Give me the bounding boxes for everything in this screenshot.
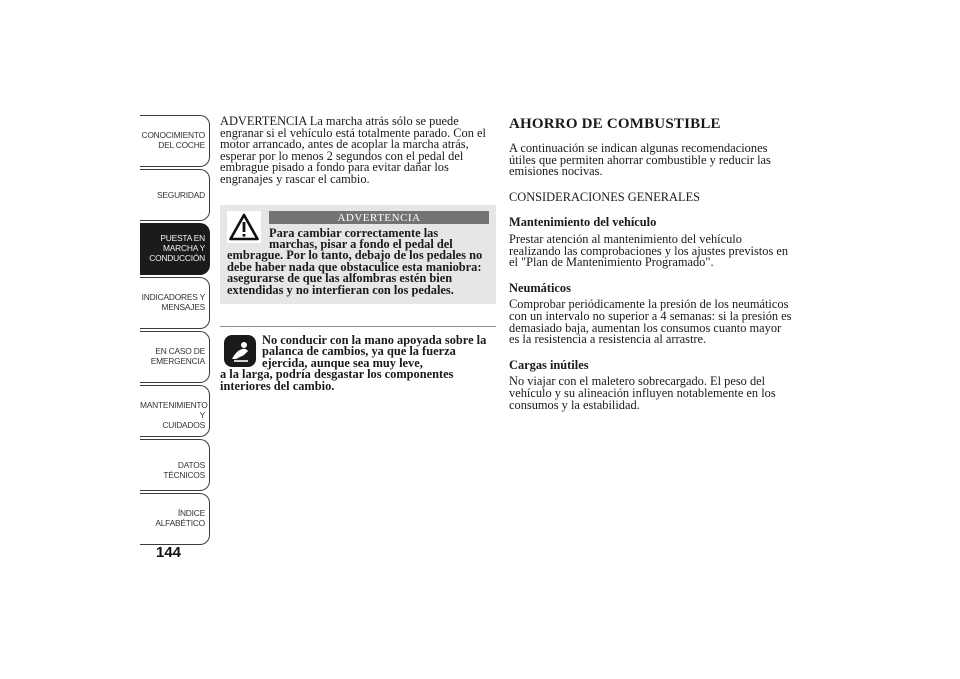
warning-text-rest: embrague. Por lo tanto, debajo de los pedales no debe haber nada que obstaculice esta maniobra: asegurarse de que las alfombras estén bien extendidas y no interfieran con los pedales. [227, 248, 483, 297]
warning-text-first: Para cambiar correctamente las marchas, pisar a fondo el pedal del [269, 225, 453, 251]
note-text-first: No conducir con la mano apoyada sobre la palanca de cambios, ya que la fuerza ejercida, aunque sea muy leve, [262, 333, 487, 370]
tab-datos-tecnicos[interactable]: DATOS TÉCNICOS [140, 439, 210, 491]
tab-conocimiento-del-coche[interactable]: CONOCIMIENTO DEL COCHE [140, 115, 210, 167]
right-column [509, 116, 794, 425]
page-number: 144 [156, 544, 182, 561]
paragraph-cargas: No viajar con el maletero sobrecargado. El peso del vehículo y su alineación influyen notablemente en los consumos y la estabilidad. [509, 374, 776, 412]
subheading-mantenimiento: Mantenimiento del vehículo [509, 215, 657, 230]
paragraph-mantenimiento: Prestar atención al mantenimiento del vehículo realizando las comprobaciones y los ajustes previstos en el "Plan de Mantenimiento Programado". [509, 231, 789, 270]
chapter-tabs [140, 115, 210, 547]
warning-box [220, 205, 496, 304]
considerations-heading: CONSIDERACIONES GENERALES [509, 189, 701, 204]
note-text [220, 335, 496, 392]
subheading-neumaticos: Neumáticos [509, 280, 571, 295]
section-title: AHORRO DE COMBUSTIBLE [509, 116, 721, 132]
hand-on-gear-lever-icon [224, 335, 256, 367]
tab-indice-alfabetico[interactable]: ÍNDICE ALFABÉTICO [140, 493, 210, 545]
note-text-rest: a la larga, podría desgastar los componentes interiores del cambio. [220, 367, 454, 393]
intro-paragraph: A continuación se indican algunas recomendaciones útiles que permiten ahorrar combustible y reducir las emisiones nocivas. [509, 141, 771, 179]
gear-lever-note [220, 326, 496, 392]
warning-title: ADVERTENCIA [269, 211, 489, 224]
warning-text [227, 225, 489, 297]
tab-puesta-en-marcha[interactable]: PUESTA EN MARCHA Y CONDUCCIÓN [140, 223, 210, 275]
tab-seguridad[interactable]: SEGURIDAD [140, 169, 210, 221]
tab-indicadores-y-mensajes[interactable]: INDICADORES Y MENSAJES [140, 277, 210, 329]
left-column [220, 116, 496, 392]
subheading-cargas: Cargas inútiles [509, 357, 589, 372]
paragraph-neumaticos: Comprobar periódicamente la presión de los neumáticos con un intervalo no superior a 4 semanas: si la presión es demasiado baja, aumentan los consumos cuanto mayor es la resistencia a resistencia al arrastre. [509, 297, 792, 347]
warning-triangle-icon [227, 211, 261, 243]
tab-en-caso-de-emergencia[interactable]: EN CASO DE EMERGENCIA [140, 331, 210, 383]
tab-mantenimiento-y-cuidados[interactable]: MANTENIMIENTO Y CUIDADOS [140, 385, 210, 437]
reverse-gear-paragraph: ADVERTENCIA La marcha atrás sólo se puede engranar si el vehículo está totalmente parado. Con el motor arrancado, antes de acoplar la marcha atrás, esperar por lo menos 2 segundos con el pedal del embrague pisado a fondo para evitar dañar los engranajes y rascar el cambio. [220, 114, 486, 186]
